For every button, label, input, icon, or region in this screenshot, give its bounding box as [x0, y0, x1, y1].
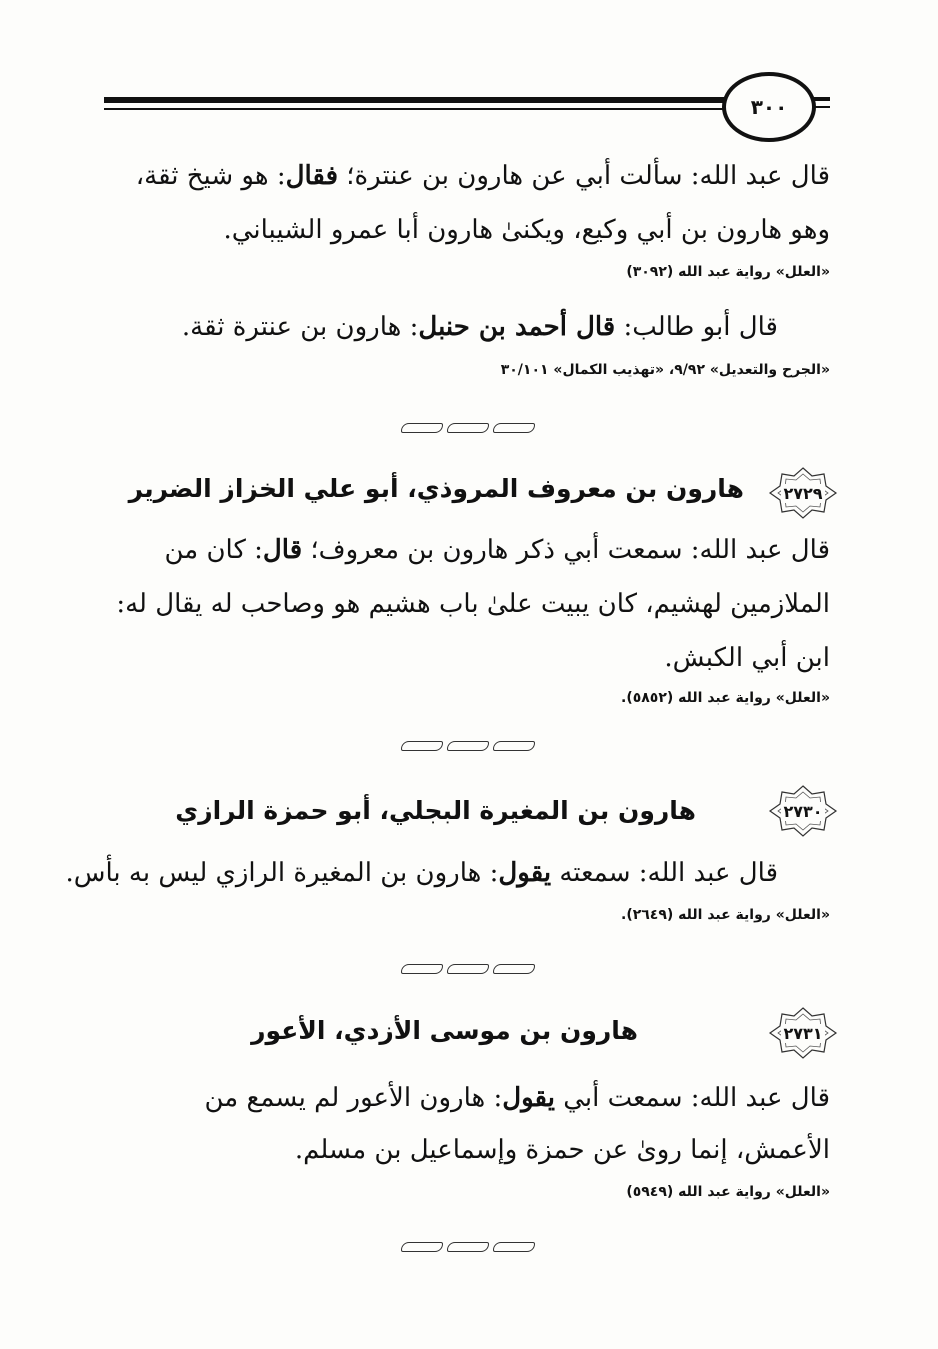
block1-line1	[136, 158, 830, 194]
ornament-icon	[447, 423, 489, 433]
header-rule-thick	[104, 97, 726, 103]
bold-keyword: يقول	[502, 1083, 555, 1113]
entry-line1	[164, 532, 830, 568]
entry-number-badge	[768, 466, 838, 520]
ornament-icon	[401, 964, 443, 974]
text-segment: قال أبو طالب:	[615, 312, 778, 342]
bold-keyword: قال	[262, 535, 303, 565]
ornament-icon	[493, 964, 535, 974]
bold-keyword: فقال	[285, 161, 339, 191]
entry-number: ٢٧٢٩	[783, 483, 823, 503]
text-segment: : هو شيخ ثقة،	[135, 161, 286, 191]
block1-reference: «العلل» رواية عبد الله (٣٠٩٢)	[626, 264, 830, 280]
ornament-icon	[447, 1242, 489, 1252]
entry-number-badge	[768, 1006, 838, 1060]
text-segment: قال عبد الله: سألت أبي عن هارون بن عنترة؛	[338, 161, 830, 191]
ornament-divider	[394, 421, 542, 435]
entry-line2: الملازمين لهشيم، كان يبيت علىٰ باب هشيم هو وصاحب له يقال له:	[116, 589, 830, 619]
page-number: ٣٠٠	[722, 72, 816, 142]
entry-reference: «العلل» رواية عبد الله (٢٦٤٩).	[621, 907, 830, 923]
ornament-icon	[401, 423, 443, 433]
bold-keyword: يقول	[498, 858, 552, 888]
block2-reference: «الجرح والتعديل» ٩/٩٢، «تهذيب الكمال» ٣٠/١٠١	[500, 362, 830, 378]
text-segment: : هارون بن المغيرة الرازي ليس به بأس.	[65, 858, 499, 888]
entry-number-badge	[768, 784, 838, 838]
text-segment: : هارون الأعور لم يسمع من	[204, 1083, 503, 1113]
ornament-divider	[394, 962, 542, 976]
entry-reference: «العلل» رواية عبد الله (٥٨٥٢).	[621, 690, 830, 706]
entry-number: ٢٧٣١	[783, 1023, 823, 1043]
block2-line1	[182, 309, 778, 345]
text-segment: قال عبد الله: سمعته	[551, 858, 778, 888]
entry-heading: هارون بن موسى الأزدي، الأعور	[251, 1016, 638, 1045]
ornament-icon	[401, 1242, 443, 1252]
ornament-icon	[493, 741, 535, 751]
entry-heading: هارون بن المغيرة البجلي، أبو حمزة الرازي	[175, 796, 696, 825]
ornament-icon	[447, 741, 489, 751]
ornament-icon	[493, 423, 535, 433]
ornament-divider	[394, 739, 542, 753]
entry-number: ٢٧٣٠	[783, 801, 823, 821]
ornament-icon	[401, 741, 443, 751]
entry-line1	[65, 855, 778, 891]
bold-keyword: قال أحمد بن حنبل	[418, 312, 616, 342]
entry-line1	[205, 1080, 830, 1116]
ornament-icon	[493, 1242, 535, 1252]
entry-line3: ابن أبي الكبش.	[664, 643, 830, 673]
entry-reference: «العلل» رواية عبد الله (٥٩٤٩)	[626, 1184, 830, 1200]
ornament-divider	[394, 1240, 542, 1254]
entry-heading: هارون بن معروف المروذي، أبو علي الخزاز الضرير	[128, 474, 744, 503]
entry-line2: الأعمش، إنما روىٰ عن حمزة وإسماعيل بن مسلم.	[294, 1135, 830, 1165]
text-segment: : كان من	[164, 535, 263, 565]
ornament-icon	[447, 964, 489, 974]
text-segment: قال عبد الله: سمعت أبي ذكر هارون بن معروف؛	[302, 535, 830, 565]
text-segment: قال عبد الله: سمعت أبي	[554, 1083, 830, 1113]
header-rule-thin	[104, 108, 726, 110]
text-segment: : هارون بن عنترة ثقة.	[181, 312, 419, 342]
block1-line2: وهو هارون بن أبي وكيع، ويكنىٰ هارون أبا عمرو الشيباني.	[223, 215, 830, 245]
